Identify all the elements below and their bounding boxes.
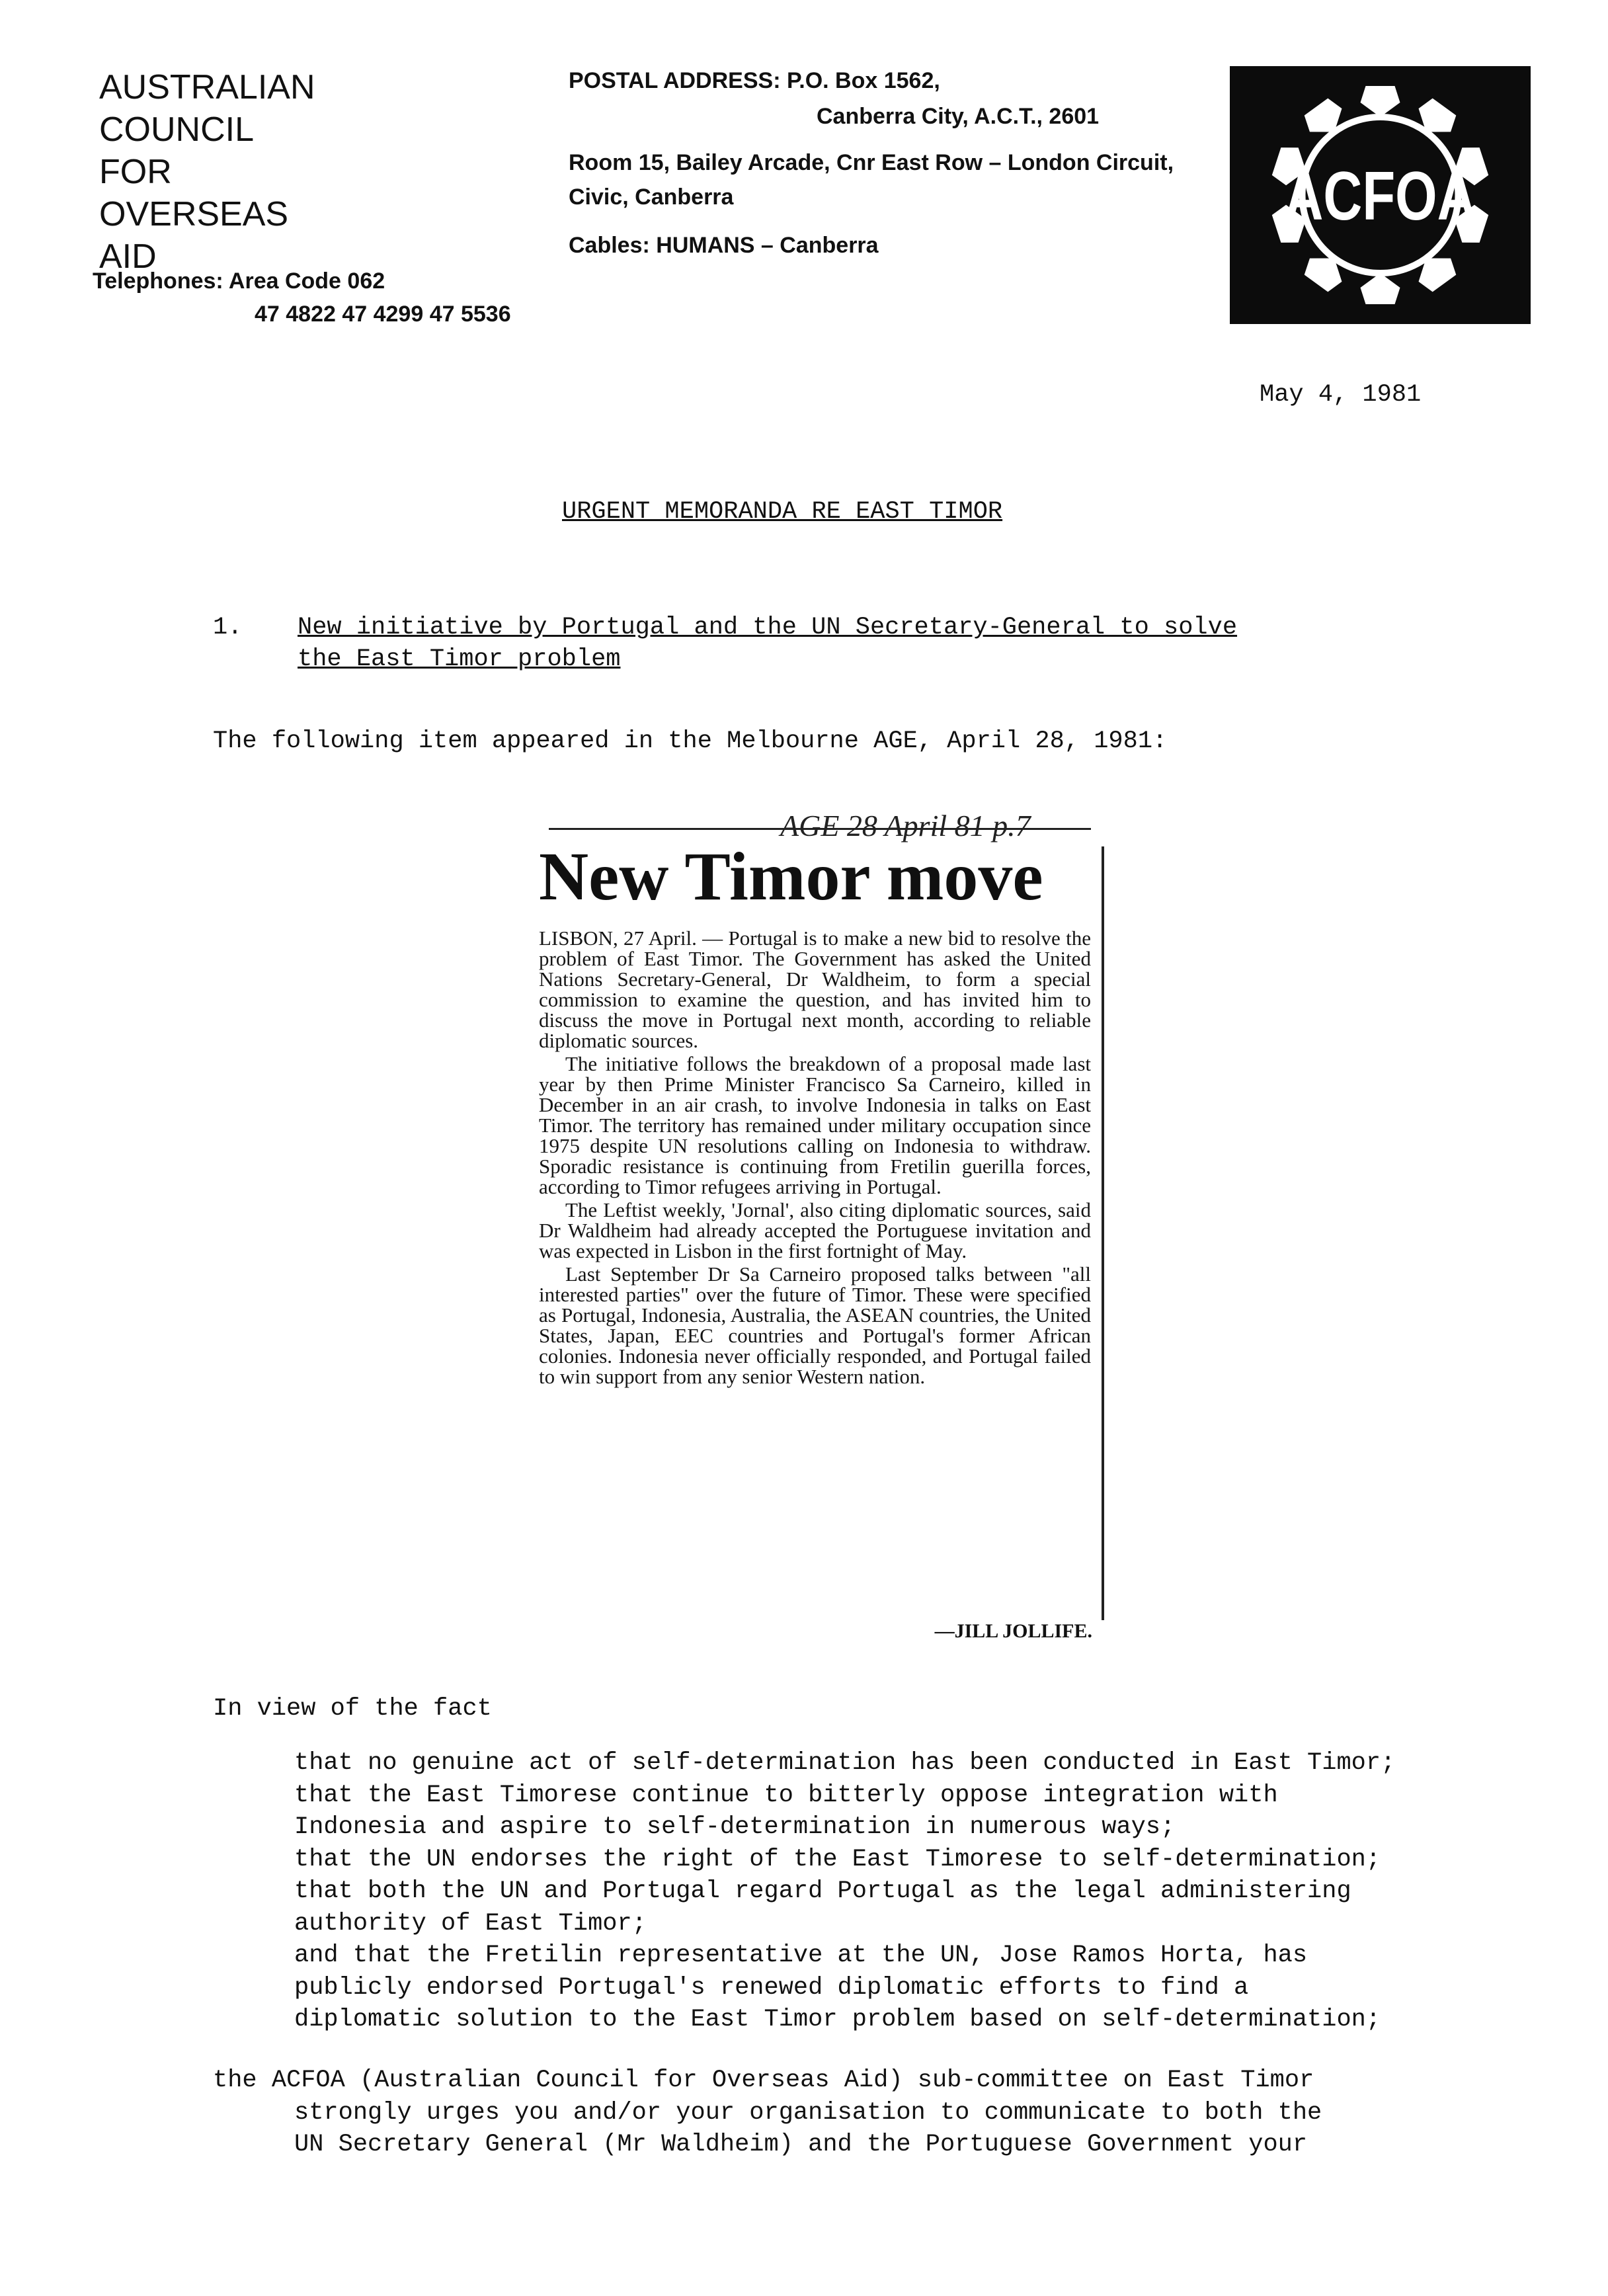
item-heading xyxy=(298,612,1237,675)
fact-line: diplomatic solution to the East Timor problem based on self-determination; xyxy=(294,2006,1381,2033)
fact-line: authority of East Timor; xyxy=(294,1909,647,1938)
clipping-article xyxy=(539,928,1091,1389)
article-paragraph: The initiative follows the breakdown of a proposal made last year by then Prime Minister Francisco Sa Carneiro, killed in December in an air crash, to involve Indonesia in talks on East Timor. The territory has remained under military occupation since 1975 despite UN resolutions calling on Indonesia to withdraw. Sporadic resistance is continuing from Fretilin guerilla forces, according to Timor refugees arriving in Portugal. xyxy=(539,1052,1091,1198)
postal-line: POSTAL ADDRESS: P.O. Box 1562, xyxy=(569,68,940,93)
telephones-block xyxy=(93,265,511,331)
fact-line: that no genuine act of self-determination has been conducted in East Timor; xyxy=(294,1749,1396,1777)
article-paragraph: LISBON, 27 April. — Portugal is to make a new bid to resolve the problem of East Timor. The Government has asked the United Nations Secretary-General, Dr Waldheim, to form a special commission to examine the question, and has invited him to discuss the move in Portugal next month, according to reliable diplomatic sources. xyxy=(539,926,1091,1052)
org-name-line: OVERSEAS xyxy=(99,195,289,233)
item-number: 1. xyxy=(213,614,243,641)
closing-paragraph xyxy=(213,2065,1322,2161)
closing-line: the ACFOA (Australian Council for Overseas Aid) sub-committee on East Timor xyxy=(213,2067,1314,2094)
clipping-side-rule xyxy=(1102,846,1104,1620)
logo-text: ACFOA xyxy=(1284,158,1476,235)
street-line: Civic, Canberra xyxy=(569,184,734,210)
cables-address: Cables: HUMANS – Canberra xyxy=(569,233,879,258)
article-byline: —JILL JOLLIFE. xyxy=(934,1620,1092,1642)
handwritten-annotation: AGE 28 April 81 p.7 xyxy=(780,809,1031,842)
telephone-numbers: 47 4822 47 4299 47 5536 xyxy=(255,302,511,327)
org-name-line: COUNCIL xyxy=(99,110,255,149)
item-heading-line: the East Timor problem xyxy=(298,645,621,673)
postal-address xyxy=(569,63,1099,134)
org-name-line: FOR xyxy=(99,153,172,191)
telephones-label: Telephones: Area Code 062 xyxy=(93,268,385,294)
article-paragraph: Last September Dr Sa Carneiro proposed talks between "all interested parties" over the future of Timor. These were specified as Portugal, Indonesia, Australia, the ASEAN countries, the United States, Japan, EEC countries and Portugal's former African colonies. Indonesia never officially responded, and Portugal failed to win support from any senior Western nation. xyxy=(539,1262,1091,1388)
closing-line: UN Secretary General (Mr Waldheim) and the Portuguese Government your xyxy=(294,2131,1308,2158)
org-name-line: AUSTRALIAN xyxy=(99,68,315,106)
fact-line: that the UN endorses the right of the East Timorese to self-determination; xyxy=(294,1845,1381,1873)
fact-line: that the East Timorese continue to bitterly oppose integration with xyxy=(294,1781,1278,1809)
acfoa-logo-icon xyxy=(1230,66,1531,324)
memo-title: URGENT MEMORANDA RE EAST TIMOR xyxy=(562,498,1003,526)
org-name-line: AID xyxy=(99,237,157,276)
postal-line: Canberra City, A.C.T., 2601 xyxy=(817,104,1100,129)
fact-line: and that the Fretilin representative at the UN, Jose Ramos Horta, has xyxy=(294,1942,1308,1969)
fact-line: that both the UN and Portugal regard Portugal as the legal administering xyxy=(294,1877,1351,1905)
acfoa-logo xyxy=(1230,66,1531,324)
street-address xyxy=(569,145,1174,214)
facts-list xyxy=(294,1747,1395,2036)
closing-line: strongly urges you and/or your organisation to communicate to both the xyxy=(294,2098,1322,2127)
letter-date: May 4, 1981 xyxy=(1260,381,1422,409)
clipping-headline: New Timor move xyxy=(539,839,1043,915)
view-intro: In view of the fact xyxy=(213,1695,492,1723)
fact-line: publicly endorsed Portugal's renewed diplomatic efforts to find a xyxy=(294,1973,1249,2002)
newspaper-clipping xyxy=(529,807,1111,1640)
article-paragraph: The Leftist weekly, 'Jornal', also citing diplomatic sources, said Dr Waldheim had already accepted the Portuguese invitation and was expected in Lisbon in the first fortnight of May. xyxy=(539,1198,1091,1262)
item-heading-line: New initiative by Portugal and the UN Secretary-General to solve xyxy=(298,614,1238,641)
street-line: Room 15, Bailey Arcade, Cnr East Row – London Circuit, xyxy=(569,150,1174,175)
intro-sentence: The following item appeared in the Melbourne AGE, April 28, 1981: xyxy=(213,727,1168,755)
organisation-name xyxy=(99,66,315,278)
fact-line: Indonesia and aspire to self-determination in numerous ways; xyxy=(294,1813,1176,1841)
